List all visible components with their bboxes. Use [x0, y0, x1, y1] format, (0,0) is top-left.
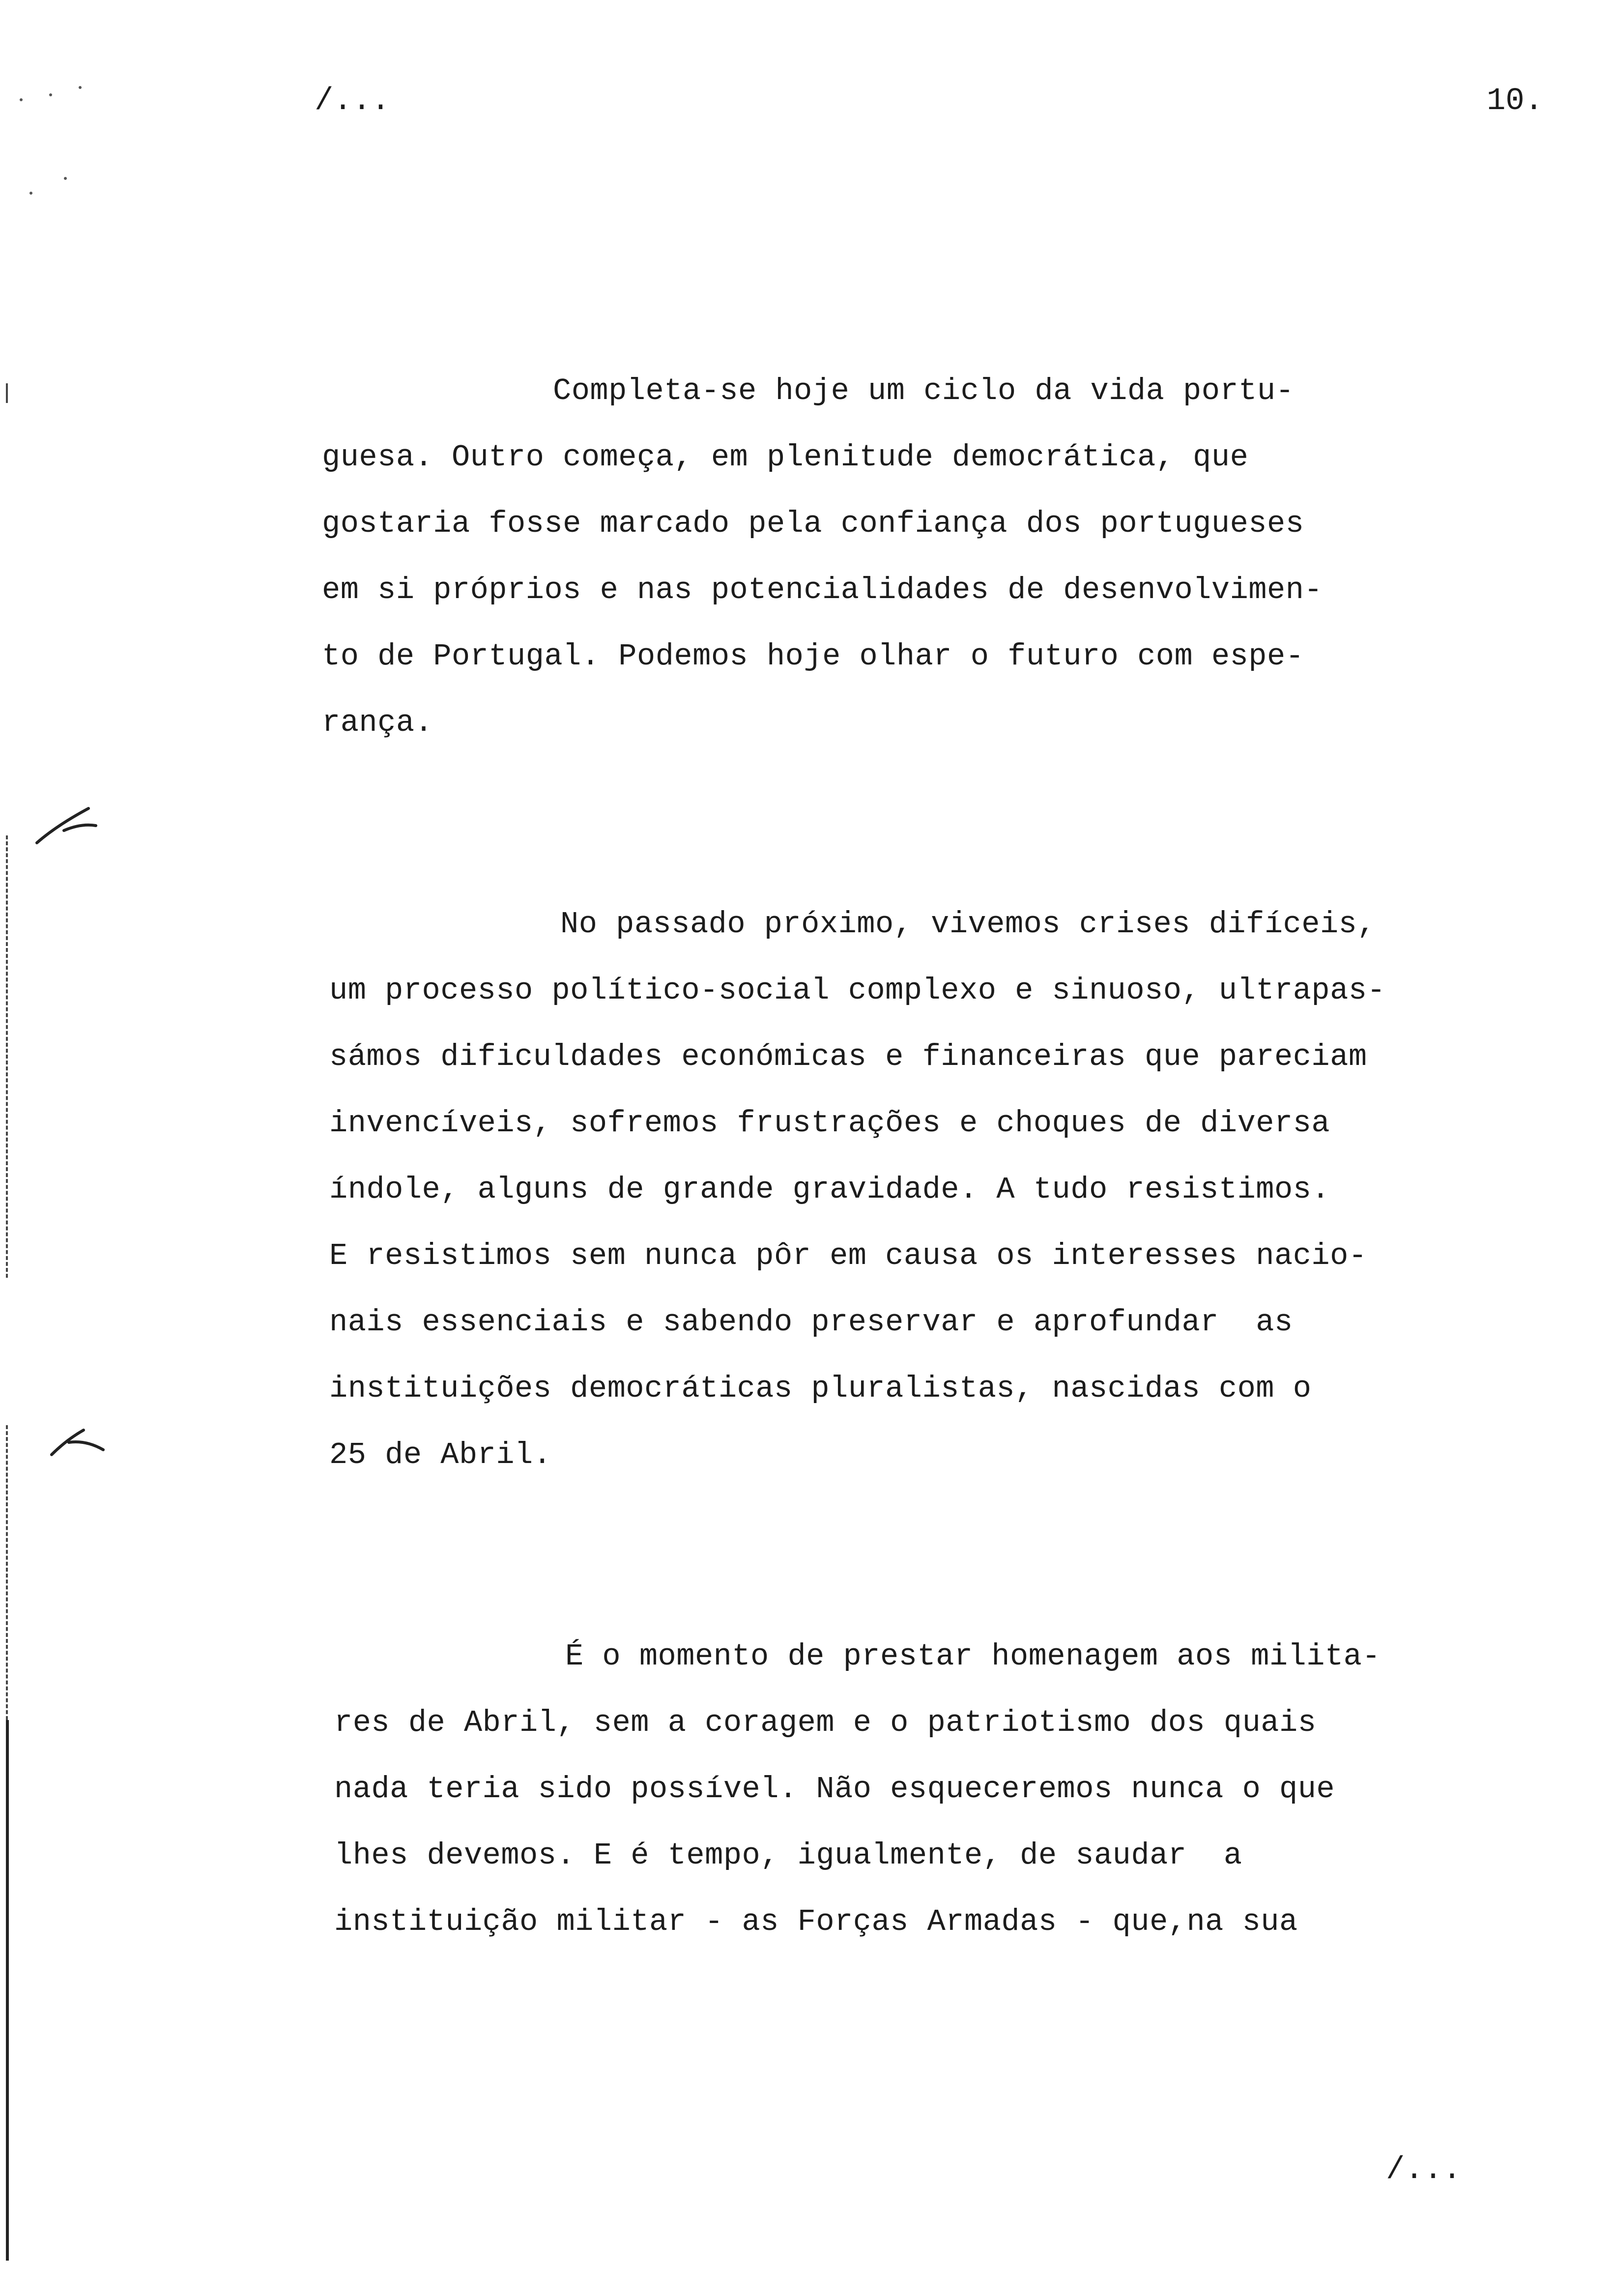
- text-line: guesa. Outro começa, em plenitude democrática, que: [322, 440, 1249, 475]
- text-line: instituições democráticas pluralistas, nascidas com o: [329, 1371, 1312, 1406]
- text-line: É o momento de prestar homenagem aos milita-: [565, 1639, 1381, 1674]
- continuation-marker-top: /...: [315, 84, 390, 119]
- text-line: instituição militar - as Forças Armadas - que,na sua: [334, 1904, 1298, 1939]
- scan-edge-line: [6, 383, 8, 403]
- margin-speck: [64, 177, 67, 180]
- text-line: res de Abril, sem a coragem e o patriotismo dos quais: [334, 1705, 1317, 1740]
- margin-speck: [29, 192, 32, 195]
- text-line: rança.: [322, 705, 433, 740]
- text-line: índole, alguns de grande gravidade. A tudo resistimos.: [329, 1172, 1330, 1207]
- margin-speck: [49, 93, 52, 96]
- text-line: E resistimos sem nunca pôr em causa os interesses nacio-: [329, 1238, 1367, 1273]
- text-line: nada teria sido possível. Não esqueceremos nunca o que: [334, 1772, 1335, 1807]
- page-number: 10.: [1487, 84, 1544, 119]
- text-line: 25 de Abril.: [329, 1437, 552, 1472]
- scan-edge-line: [6, 1425, 8, 1720]
- scan-edge-line: [6, 1720, 9, 2261]
- text-line: invencíveis, sofremos frustrações e choques de diversa: [329, 1106, 1330, 1141]
- text-line: No passado próximo, vivemos crises difíceis,: [560, 907, 1376, 942]
- text-line: nais essenciais e sabendo preservar e aprofundar as: [329, 1305, 1293, 1340]
- text-line: to de Portugal. Podemos hoje olhar o futuro com espe-: [322, 639, 1304, 674]
- text-line: Completa-se hoje um ciclo da vida portu-: [553, 373, 1295, 408]
- text-line: em si próprios e nas potencialidades de desenvolvimen-: [322, 573, 1323, 607]
- margin-speck: [79, 86, 82, 89]
- margin-checkmark-icon: [34, 796, 98, 850]
- continuation-marker-bottom: /...: [1386, 2152, 1462, 2188]
- text-line: gostaria fosse marcado pela confiança dos portugueses: [322, 506, 1304, 541]
- margin-speck: [20, 98, 23, 101]
- text-line: um processo político-social complexo e sinuoso, ultrapas-: [329, 973, 1386, 1008]
- margin-checkmark-icon: [49, 1420, 108, 1464]
- text-line: sámos dificuldades económicas e financeiras que pareciam: [329, 1039, 1367, 1074]
- scan-edge-line: [6, 835, 8, 1278]
- text-line: lhes devemos. E é tempo, igualmente, de saudar a: [334, 1838, 1242, 1873]
